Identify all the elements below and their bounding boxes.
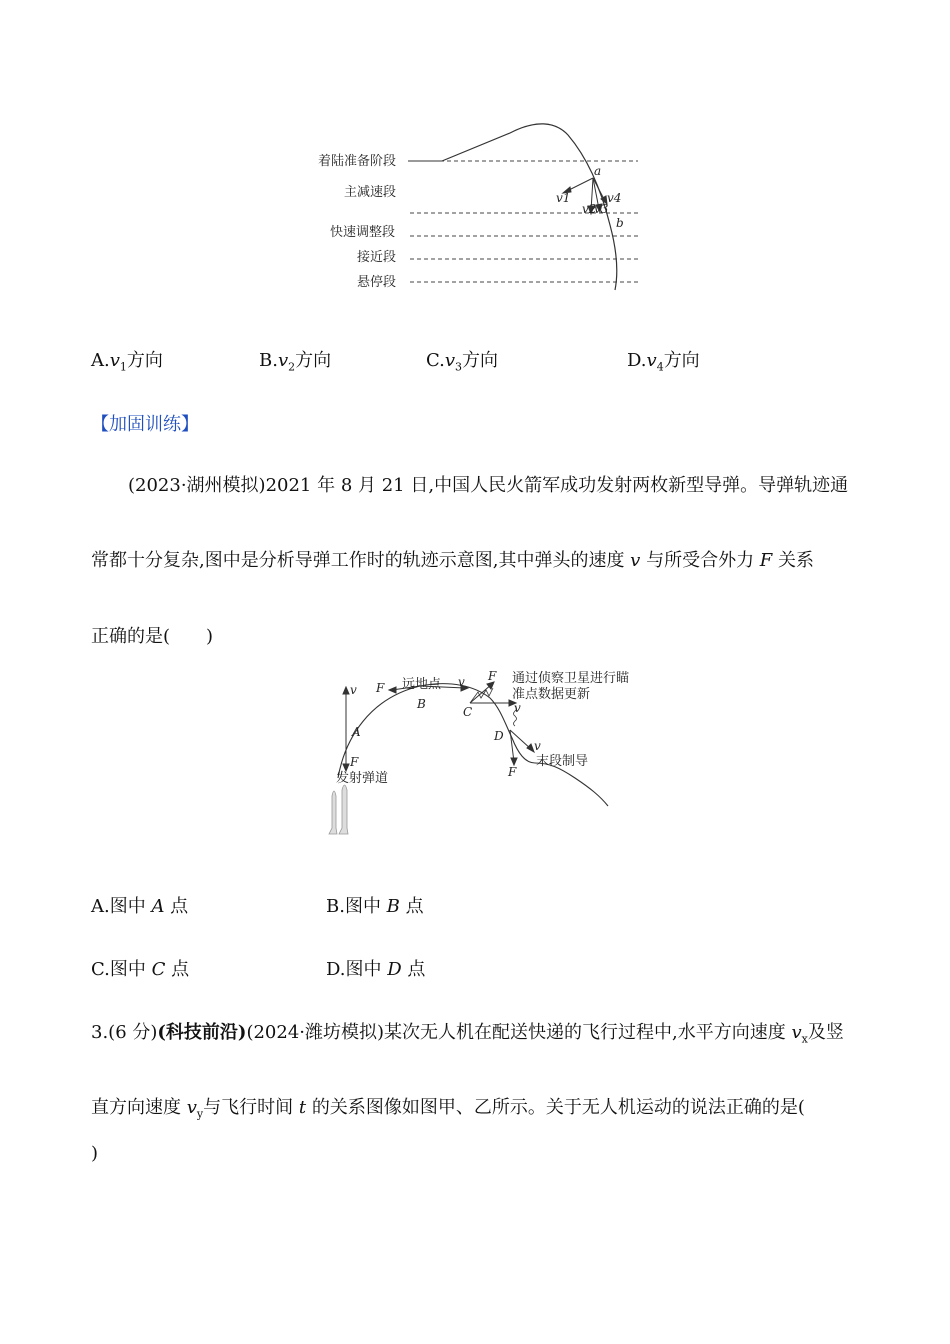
landing-stages-figure (300, 115, 650, 300)
point-C-label: C (463, 705, 473, 719)
missile-trajectory-figure (320, 668, 640, 843)
point-A-label: A (352, 725, 361, 739)
v-label: v (458, 675, 465, 689)
section-title: 【加固训练】 (91, 414, 199, 435)
recon-label-2: 准点数据更新 (512, 687, 591, 702)
point-B-label: B (417, 697, 426, 711)
arrowhead (343, 687, 349, 694)
vector-F-D (510, 730, 514, 762)
point-b-label: b (616, 216, 624, 230)
arrowhead (527, 744, 534, 752)
point-D-label: D (494, 729, 504, 743)
q1-option-d[interactable]: $D.v_4$方向 (627, 350, 700, 374)
vector-label: v1 (556, 191, 571, 205)
arrowhead (511, 758, 517, 765)
point-a-label: a (594, 164, 602, 178)
q1-option-a[interactable]: $A.v_1$方向 (91, 350, 163, 374)
vector-label: v4 (607, 191, 622, 205)
arrowhead (389, 687, 396, 693)
rocket-icon (329, 785, 348, 834)
launch-label: 发射弹道 (336, 771, 389, 786)
v-label: v (534, 739, 541, 753)
q2-option-d[interactable]: D.图中 D 点 (326, 959, 426, 980)
q3-line-1: 3.(6 分)(科技前沿)(2024·潍坊模拟)某次无人机在配送快递的飞行过程中,水平方向速度 $v_x$及竖 (91, 1022, 844, 1046)
stage-label: 主减速段 (344, 185, 397, 200)
q2-line-2: 常都十分复杂,图中是分析导弹工作时的轨迹示意图,其中弹头的速度 v 与所受合外力 F 关系 (91, 550, 815, 571)
far-point-label: 远地点 (402, 677, 442, 692)
terminal-guidance-label: 末段制导 (536, 754, 589, 769)
stage-label: 着陆准备阶段 (318, 154, 397, 169)
correction-wave (470, 688, 493, 703)
q1-option-c[interactable]: $C.v_3$方向 (426, 350, 499, 374)
vector-label: v3 (594, 202, 609, 216)
F-label: F (350, 755, 359, 769)
stage-label: 快速调整段 (330, 225, 396, 240)
q3-line-2: 直方向速度 $v_y$与飞行时间 t 的关系图像如图甲、乙所示。关于无人机运动的说法正确的是( (91, 1097, 805, 1121)
v-label: v (350, 683, 357, 697)
q2-option-a[interactable]: A.图中 A 点 (91, 896, 189, 917)
vector-label: v2 (582, 202, 597, 216)
F-label: F (376, 681, 385, 695)
F-label: F (488, 669, 497, 683)
F-label: F (508, 765, 517, 779)
stage-label: 悬停段 (357, 275, 397, 290)
q1-option-b[interactable]: $B.v_2$方向 (259, 350, 332, 374)
v-label: v (514, 701, 521, 715)
arrowhead (343, 764, 349, 771)
q3-line-3: ) (91, 1143, 99, 1164)
stage-label: 接近段 (357, 250, 397, 265)
q2-option-c[interactable]: C.图中 C 点 (91, 959, 190, 980)
recon-label: 通过侦察卫星进行瞄 (512, 671, 630, 686)
q2-line-1: (2023·湖州模拟)2021 年 8 月 21 日,中国人民火箭军成功发射两枚新型导弹。导弹轨迹通 (128, 475, 849, 496)
q2-option-b[interactable]: B.图中 B 点 (326, 896, 424, 917)
q2-line-3: 正确的是( ) (91, 626, 214, 647)
